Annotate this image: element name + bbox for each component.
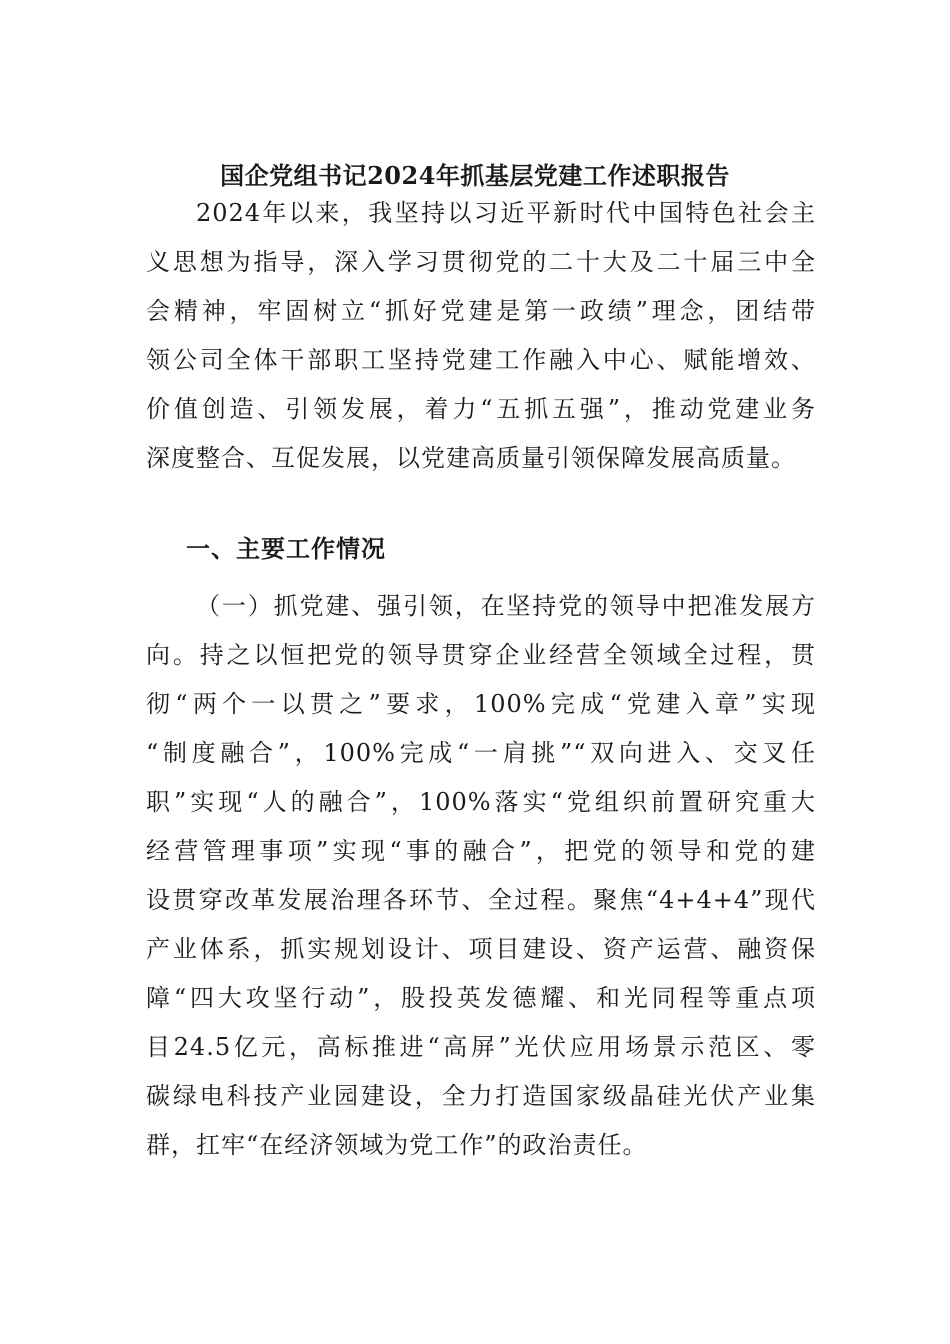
intro-line: 会精神，牢固树立“抓好党建是第一政绩”理念，团结带 bbox=[146, 297, 816, 325]
section1-line: 向。持之以恒把党的领导贯穿企业经营全领域全过程，贯 bbox=[146, 641, 816, 669]
intro-line: 义思想为指导，深入学习贯彻党的二十大及二十届三中全 bbox=[146, 248, 816, 276]
section1-line: “制度融合”，100%完成“一肩挑”“双向进入、交叉任 bbox=[146, 739, 816, 767]
intro-line: 价值创造、引领发展，着力“五抓五强”，推动党建业务 bbox=[146, 395, 816, 423]
intro-line: 2024年以来，我坚持以习近平新时代中国特色社会主 bbox=[196, 199, 816, 227]
section1-line: 职”实现“人的融合”，100%落实“党组织前置研究重大 bbox=[146, 788, 816, 816]
section-heading: 一、主要工作情况 bbox=[186, 534, 386, 563]
intro-line: 领公司全体干部职工坚持党建工作融入中心、赋能增效、 bbox=[146, 346, 816, 374]
section1-line: 群，扛牢“在经济领域为党工作”的政治责任。 bbox=[146, 1131, 648, 1159]
document-title: 国企党组书记2024年抓基层党建工作述职报告 bbox=[220, 161, 730, 190]
section1-line: 彻“两个一以贯之”要求，100%完成“党建入章”实现 bbox=[146, 690, 816, 718]
section1-line: 产业体系，抓实规划设计、项目建设、资产运营、融资保 bbox=[146, 935, 816, 963]
section1-line: （一）抓党建、强引领，在坚持党的领导中把准发展方 bbox=[196, 592, 816, 620]
section1-line: 设贯穿改革发展治理各环节、全过程。聚焦“4+4+4”现代 bbox=[146, 886, 816, 914]
intro-line: 深度整合、互促发展，以党建高质量引领保障发展高质量。 bbox=[146, 444, 796, 472]
section1-line: 目24.5亿元，高标推进“高屏”光伏应用场景示范区、零 bbox=[146, 1033, 816, 1061]
section1-line: 经营管理事项”实现“事的融合”，把党的领导和党的建 bbox=[146, 837, 816, 865]
section1-line: 障“四大攻坚行动”，股投英发德耀、和光同程等重点项 bbox=[146, 984, 816, 1012]
section1-line: 碳绿电科技产业园建设，全力打造国家级晶硅光伏产业集 bbox=[146, 1082, 816, 1110]
